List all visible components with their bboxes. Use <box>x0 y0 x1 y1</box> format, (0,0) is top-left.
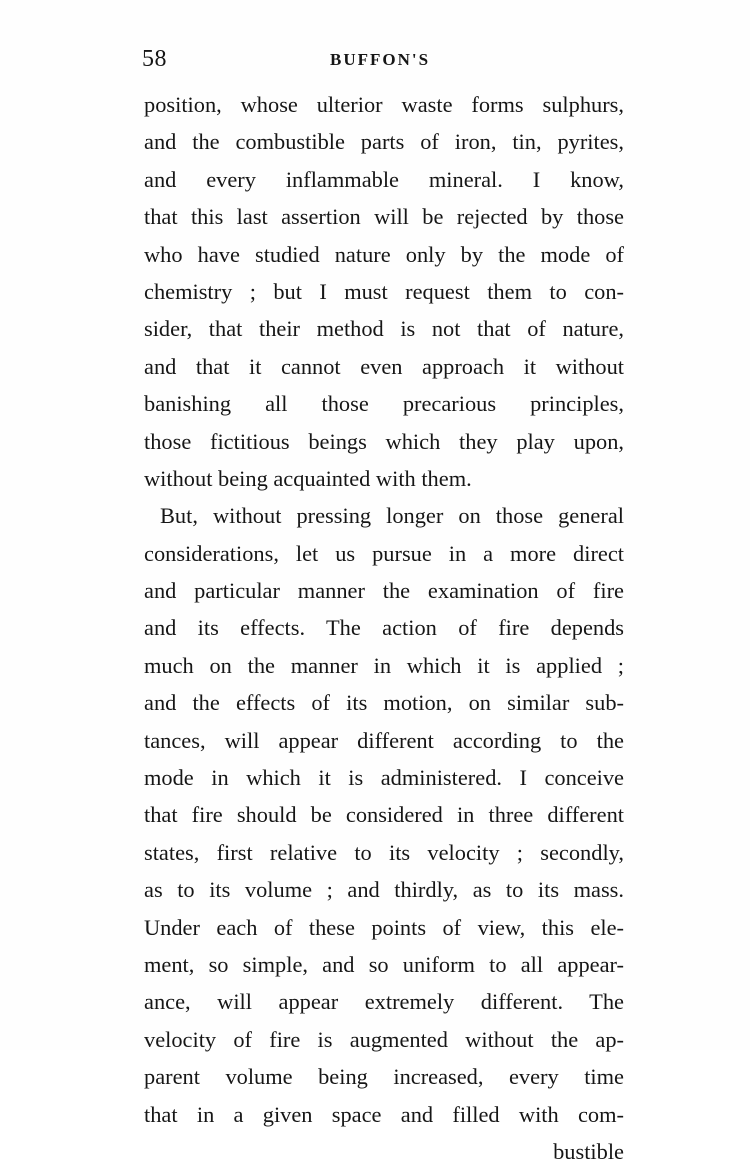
text-line: that fire should be considered in three different <box>144 802 624 828</box>
text-line: parent volume being increased, every time <box>144 1064 624 1090</box>
page-number: 58 <box>142 46 167 72</box>
text-line: and that it cannot even approach it without <box>144 353 624 379</box>
text-line: ance, will appear extremely different. The <box>144 989 624 1015</box>
text-line: and every inflammable mineral. I know, <box>144 166 624 192</box>
text-line: as to its volume ; and thirdly, as to its mass. <box>144 877 624 903</box>
text-line: states, first relative to its velocity ; secondly, <box>144 839 624 865</box>
text-line: ment, so simple, and so uniform to all appear- <box>144 951 624 977</box>
text-line: and particular manner the examination of fire <box>144 578 624 604</box>
text-line: tances, will appear different according to the <box>144 727 624 753</box>
text-line: those fictitious beings which they play upon, <box>144 428 624 454</box>
text-line: mode in which it is administered. I conceive <box>144 765 624 791</box>
text-line: and its effects. The action of fire depends <box>144 615 624 641</box>
text-line: banishing all those precarious principles, <box>144 391 624 417</box>
text-line: who have studied nature only by the mode of <box>144 241 624 267</box>
body-text <box>144 86 624 1170</box>
text-line: sider, that their method is not that of nature, <box>144 316 624 342</box>
text-line: that this last assertion will be rejected by those <box>144 204 624 230</box>
text-line: much on the manner in which it is applied ; <box>144 652 624 678</box>
text-line: considerations, let us pursue in a more direct <box>144 540 624 566</box>
text-line: and the combustible parts of iron, tin, pyrites, <box>144 129 624 155</box>
catchword: bustible <box>553 1138 624 1164</box>
text-line: velocity of fire is augmented without the ap- <box>144 1026 624 1052</box>
text-line: chemistry ; but I must request them to con- <box>144 278 624 304</box>
text-line: that in a given space and filled with com- <box>144 1101 624 1127</box>
running-head: BUFFON'S <box>330 50 431 69</box>
paragraph-start-line: But, without pressing longer on those general <box>160 503 624 529</box>
text-line: Under each of these points of view, this ele- <box>144 914 624 940</box>
text-line: without being acquainted with them. <box>144 465 472 491</box>
text-line: and the effects of its motion, on similar sub- <box>144 690 624 716</box>
text-line: position, whose ulterior waste forms sulphurs, <box>144 92 624 117</box>
